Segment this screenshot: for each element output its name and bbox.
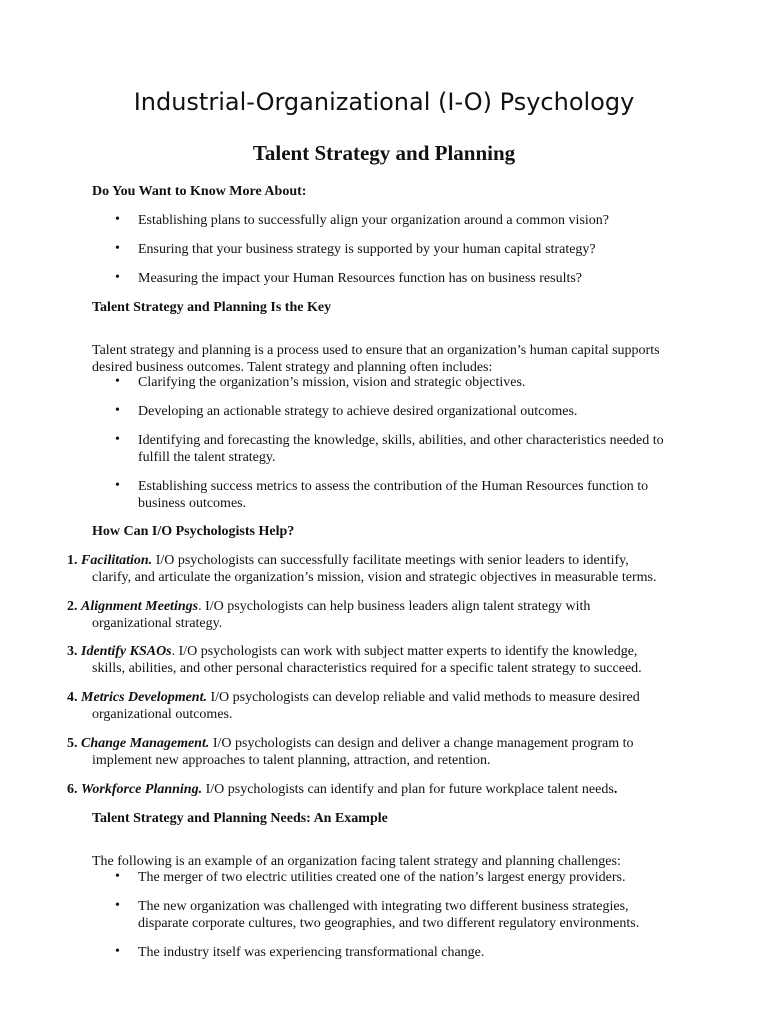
list-item: The new organization was challenged with integrating two different business strategies, disparate corporate cultures, two geographies, and two different regulatory environments. (138, 899, 640, 931)
numbered-item: 6. Workforce Planning. I/O psychologists can identify and plan for future workplace talent needs. (67, 782, 618, 797)
list-item: Measuring the impact your Human Resources function has on business results? (138, 271, 583, 286)
list-item: Identifying and forecasting the knowledge, skills, abilities, and other characteristics needed to fulfill the talent strategy. (138, 433, 664, 465)
list-item: Ensuring that your business strategy is supported by your human capital strategy? (138, 242, 596, 257)
bullet-glyph: • (115, 898, 120, 913)
paragraph: The following is an example of an organization facing talent strategy and planning challenges: (92, 854, 621, 869)
numbered-item: 1. Facilitation. I/O psychologists can successfully facilitate meetings with senior leaders to identify, clarify, and articulate the organization’s mission, vision and strategic objectives in measurable terms. (67, 553, 657, 585)
list-item: Clarifying the organization’s mission, vision and strategic objectives. (138, 375, 526, 390)
numbered-item: 5. Change Management. I/O psychologists can design and deliver a change management program to implement new approaches to talent planning, attraction, and retention. (67, 736, 634, 768)
bullet-glyph: • (115, 270, 120, 285)
section-heading: Do You Want to Know More About: (92, 184, 307, 199)
paragraph-line: Talent strategy and planning is a process used to ensure that an organization’s human capital supports (92, 343, 660, 358)
list-item: Establishing success metrics to assess the contribution of the Human Resources function to business outcomes. (138, 479, 649, 511)
section-heading: How Can I/O Psychologists Help? (92, 524, 295, 539)
document-subtitle: Talent Strategy and Planning (252, 141, 516, 165)
bullet-glyph: • (115, 869, 120, 884)
list-item: Establishing plans to successfully align your organization around a common vision? (138, 213, 609, 228)
bullet-glyph: • (115, 374, 120, 389)
bullet-glyph: • (115, 212, 120, 227)
numbered-item: 3. Identify KSAOs. I/O psychologists can work with subject matter experts to identify the knowledge, skills, abilities, and other personal characteristics required for a specific talent strategy to succeed. (67, 644, 642, 676)
numbered-item: 4. Metrics Development. I/O psychologists can develop reliable and valid methods to measure desired organizational outcomes. (67, 690, 640, 722)
list-item: Developing an actionable strategy to achieve desired organizational outcomes. (138, 404, 578, 419)
list-item: The industry itself was experiencing transformational change. (138, 945, 485, 960)
paragraph (92, 342, 692, 376)
numbered-item: 2. Alignment Meetings. I/O psychologists can help business leaders align talent strategy with organizational strategy. (67, 599, 591, 631)
document-title: Industrial-Organizational (I-O) Psychology (133, 88, 635, 116)
bullet-glyph: • (115, 403, 120, 418)
section-heading: Talent Strategy and Planning Is the Key (92, 300, 332, 315)
bullet-glyph: • (115, 478, 120, 493)
bullet-glyph: • (115, 241, 120, 256)
bullet-glyph: • (115, 432, 120, 447)
paragraph-line: desired business outcomes. Talent strategy and planning often includes: (92, 360, 493, 375)
bullet-glyph: • (115, 944, 120, 959)
section-heading: Talent Strategy and Planning Needs: An Example (92, 811, 388, 826)
list-item: The merger of two electric utilities created one of the nation’s largest energy providers. (138, 870, 626, 885)
